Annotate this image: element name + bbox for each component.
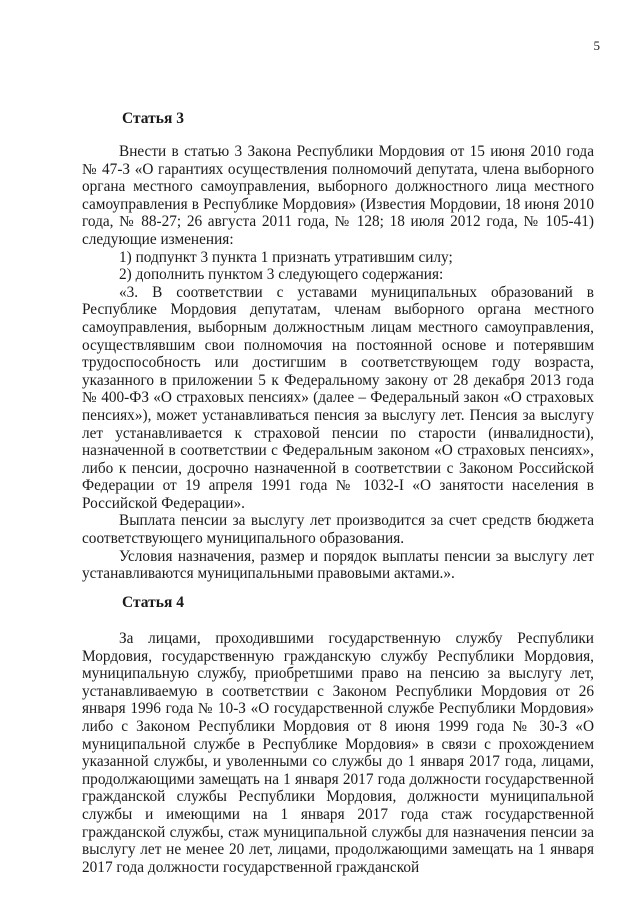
article-3-paragraph: Условия назначения, размер и порядок выплаты пенсии за выслугу лет устанавливаются муниципальными правовыми актами.». bbox=[82, 547, 594, 583]
article-4-paragraph: За лицами, проходившими государственную службу Республики Мордовия, государственную гражданскую службу Республики Мордовия, муниципальную службу, приобретшими право на пенсию за выслугу лет, устанавливаемую в соответствии с Законом Республики Мордовия от 26 января 1996 года № 10-З «О государственной службе Республики Мордовия» либо с Законом Республики Мордовия от 8 июня 1999 года № 30-З «О муниципальной службе в Республике Мордовия» в связи с прохождением указанной службы, и уволенными со службы до 1 января 2017 года, лицами, продолжающими замещать на 1 января 2017 года должности государственной гражданской службы Республики Мордовия, должности муниципальной службы и имеющими на 1 января 2017 года стаж государственной гражданской службы, стаж муниципальной службы для назначения пенсии за выслугу лет не менее 20 лет, лицами, продолжающими замещать на 1 января 2017 года должности государственной гражданской bbox=[82, 630, 594, 876]
article-3-paragraph: 1) подпункт 3 пункта 1 признать утратившим силу; bbox=[119, 248, 453, 266]
article-3-heading: Статья 3 bbox=[122, 110, 184, 127]
article-3-paragraph: «3. В соответствии с уставами муниципальных образований в Республике Мордовия депутатам, членам выборного органа местного самоуправления, выборным должностным лицам местного самоуправления, осуществлявшим свои полномочия на постоянной основе и потерявшим трудоспособность или достигшим в соответствующем году возраста, указанного в приложении 5 к Федеральному закону от 28 декабря 2013 года № 400-ФЗ «О страховых пенсиях» (далее – Федеральный закон «О страховых пенсиях»), может устанавливаться пенсия за выслугу лет. Пенсия за выслугу лет устанавливается к страховой пенсии по старости (инвалидности), назначенной в соответствии с Федеральным законом «О страховых пенсиях», либо к пенсии, досрочно назначенной в соответствии с Законом Российской Федерации от 19 апреля 1991 года № 1032-I «О занятости населения в Российской Федерации». bbox=[82, 283, 594, 512]
article-3-paragraph: Выплата пенсии за выслугу лет производится за счет средств бюджета соответствующего муниципального образования. bbox=[82, 512, 594, 548]
page-number: 5 bbox=[593, 38, 600, 53]
article-4-body bbox=[82, 630, 594, 876]
article-3-paragraph: 2) дополнить пунктом 3 следующего содержания: bbox=[119, 266, 444, 284]
article-4-heading: Статья 4 bbox=[122, 594, 184, 611]
article-3-paragraph: Внести в статью 3 Закона Республики Мордовия от 15 июня 2010 года № 47-З «О гарантиях осуществления полномочий депутата, члена выборного органа местного самоуправления, выборного должностного лица местного самоуправления в Республике Мордовия» (Известия Мордовии, 18 июня 2010 года, № 88-27; 26 августа 2011 года, № 128; 18 июля 2012 года, № 105-41) следующие изменения: bbox=[82, 143, 594, 248]
article-3-body bbox=[82, 143, 594, 583]
